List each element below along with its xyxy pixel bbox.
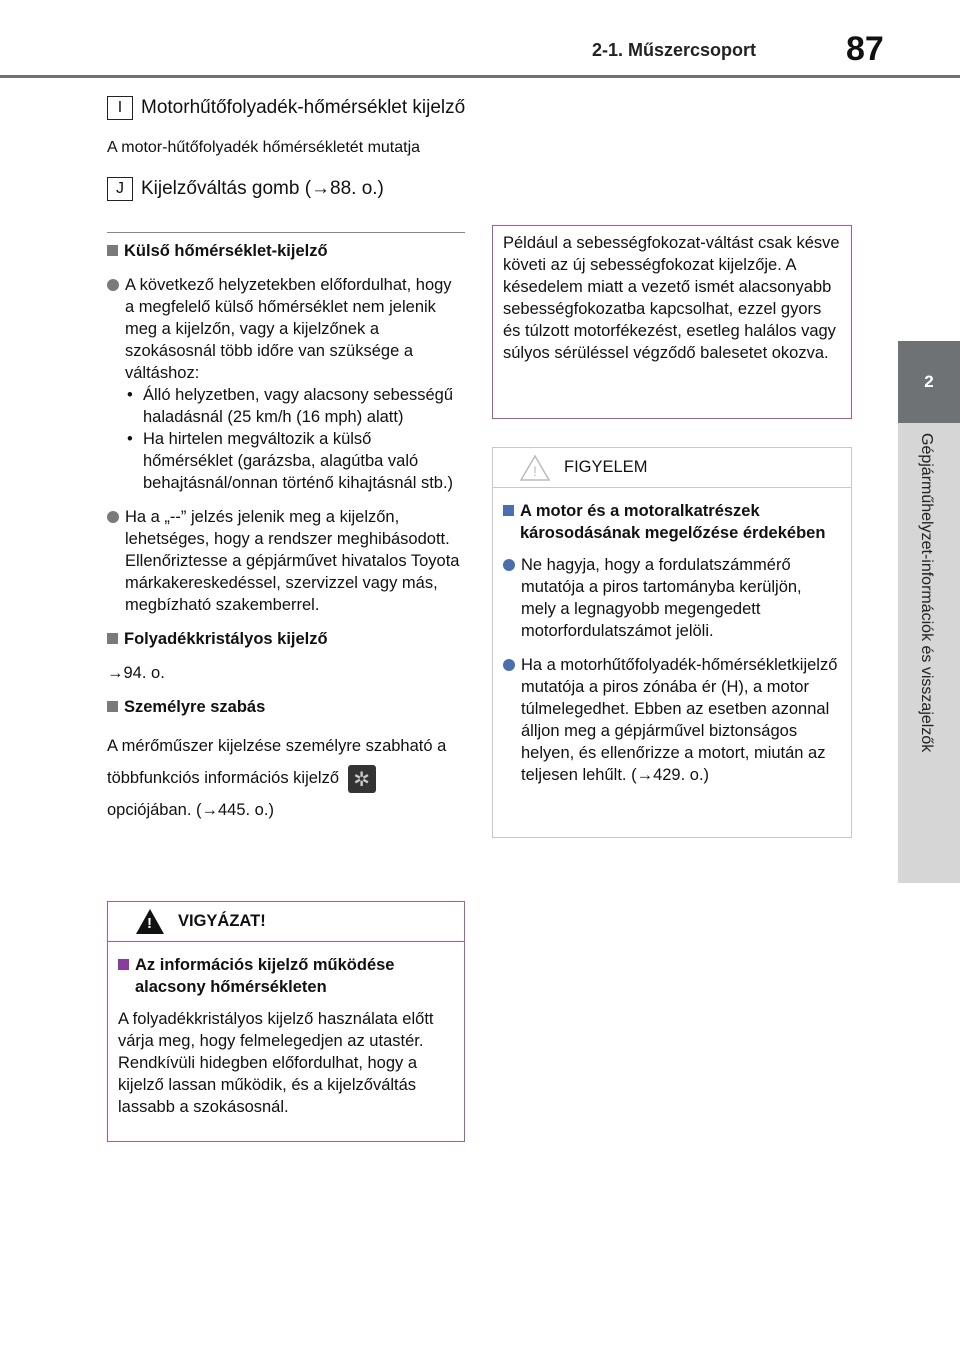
chapter-tab: 2 bbox=[898, 341, 960, 423]
settings-gear-icon bbox=[348, 765, 376, 793]
page-number: 87 bbox=[846, 30, 884, 68]
heading-text: Folyadékkristályos kijelző bbox=[124, 630, 328, 648]
sub-item bbox=[125, 428, 465, 494]
notice-header bbox=[493, 448, 851, 488]
caution-box bbox=[107, 901, 465, 1142]
bullet-text: Ha a motorhűtőfolyadék-hőmérsékletkijelző mutatója a piros zónába ér (H), a motor túlmelegedhet. Ebben az esetben azonnal álljon meg a gépjárművel biztonságos helyen, és ellenőrizze a motort, miután az teljesen lehűlt. (→429. o.) bbox=[521, 656, 838, 784]
caution-text: A folyadékkristályos kijelző használata előtt várja meg, hogy felmelegedjen az utastér. Rendkívüli hidegben előfordulhat, hogy a kijelző lassan működik, és a kijelzőváltás lassabb a szokásosnál. bbox=[118, 1010, 434, 1116]
bullet-item bbox=[503, 554, 841, 642]
heading-text: Az információs kijelző működése alacsony hőmérsékleten bbox=[135, 956, 395, 996]
caution-title: VIGYÁZAT! bbox=[178, 912, 266, 930]
sub-text: Ha hirtelen megváltozik a külső hőmérséklet (garázsba, alagútba való behajtásnál/onnan történő kihajtásnál stb.) bbox=[143, 430, 454, 492]
item-label: Kijelzőváltás gomb (→88. o.) bbox=[141, 178, 384, 199]
caution-continued-text: Például a sebességfokozat-váltást csak késve követi az új sebességfokozat kijelzője. A késedelem miatt a vezető ismét alacsonyabb sebességfokozatba kapcsolhat, ezzel gyors és túlzott motorfékezést, esetleg halálos vagy súlyos sérüléssel végződő balesetet okozva. bbox=[503, 234, 840, 362]
bullet-item bbox=[503, 654, 841, 786]
sub-item bbox=[125, 384, 465, 428]
square-bullet-icon bbox=[107, 245, 118, 256]
round-bullet-icon bbox=[503, 559, 515, 571]
round-bullet-icon bbox=[107, 279, 119, 291]
sub-bullet-icon: • bbox=[127, 430, 133, 448]
section-divider bbox=[107, 232, 465, 233]
square-bullet-icon bbox=[107, 633, 118, 644]
notice-heading bbox=[503, 500, 841, 544]
heading-text: A motor és a motoralkatrészek károsodásának megelőzése érdekében bbox=[520, 502, 826, 542]
heading-lcd bbox=[107, 628, 465, 650]
chapter-title: Gépjárműhelyzet-információk és visszajelzők bbox=[918, 433, 935, 753]
caution-body bbox=[108, 942, 464, 1128]
heading-customization bbox=[107, 696, 465, 718]
item-label: Motorhűtőfolyadék-hőmérséklet kijelző bbox=[141, 97, 466, 118]
bullet-text: A következő helyzetekben előfordulhat, hogy a megfelelő külső hőmérséklet nem jelenik meg a kijelzőn, vagy a kijelzőnek a szokásosnál több időre van szüksége a váltáshoz: bbox=[125, 276, 452, 382]
square-bullet-icon bbox=[107, 701, 118, 712]
customization-text bbox=[107, 730, 465, 826]
caution-continued-box bbox=[492, 225, 852, 419]
notice-box bbox=[492, 447, 852, 838]
paragraph-text: opciójában. (→445. o.) bbox=[107, 801, 274, 819]
notice-triangle-icon bbox=[520, 455, 550, 481]
page-reference: →94. o. bbox=[107, 664, 165, 682]
warning-triangle-icon bbox=[136, 909, 164, 934]
caution-header bbox=[108, 902, 464, 942]
svg-text:!: ! bbox=[533, 462, 537, 479]
heading-outside-temp bbox=[107, 240, 465, 262]
paragraph-text: A mérőműszer kijelzése személyre szabható a többfunkciós információs kijelző bbox=[107, 737, 447, 787]
bullet-text: Ha a „--” jelzés jelenik meg a kijelzőn, lehetséges, hogy a rendszer meghibásodott. Ellenőriztesse a gépjárművet hivatalos Toyota márkakereskedéssel, szervizzel vagy más, megbízható szakemberrel. bbox=[125, 508, 460, 614]
item-letter-box: I bbox=[107, 96, 133, 120]
round-bullet-icon bbox=[107, 511, 119, 523]
round-bullet-icon bbox=[503, 659, 515, 671]
square-bullet-icon bbox=[503, 505, 514, 516]
header-section-title: 2-1. Műszercsoport bbox=[592, 40, 757, 60]
item-i bbox=[107, 96, 465, 120]
item-description: A motor-hűtőfolyadék hőmérsékletét mutatja bbox=[107, 139, 421, 156]
header-rule bbox=[0, 75, 960, 78]
caution-heading bbox=[118, 954, 454, 998]
item-j bbox=[107, 177, 384, 201]
left-column bbox=[107, 240, 465, 838]
bullet-content bbox=[125, 274, 465, 494]
heading-text: Személyre szabás bbox=[124, 698, 266, 716]
notice-title: FIGYELEM bbox=[564, 458, 648, 476]
notice-body bbox=[493, 488, 851, 808]
bullet-item bbox=[107, 506, 465, 616]
sub-text: Álló helyzetben, vagy alacsony sebességű haladásnál (25 km/h (16 mph) alatt) bbox=[143, 386, 454, 426]
item-letter-box: J bbox=[107, 177, 133, 201]
bullet-item bbox=[107, 274, 465, 494]
square-bullet-icon bbox=[118, 959, 129, 970]
sub-bullet-icon: • bbox=[127, 386, 133, 404]
heading-text: Külső hőmérséklet-kijelző bbox=[124, 242, 328, 260]
bullet-text: Ne hagyja, hogy a fordulatszámmérő mutatója a piros tartományba kerüljön, mely a legnagyobb megengedett motorfordulatszámot jelöli. bbox=[521, 556, 802, 640]
